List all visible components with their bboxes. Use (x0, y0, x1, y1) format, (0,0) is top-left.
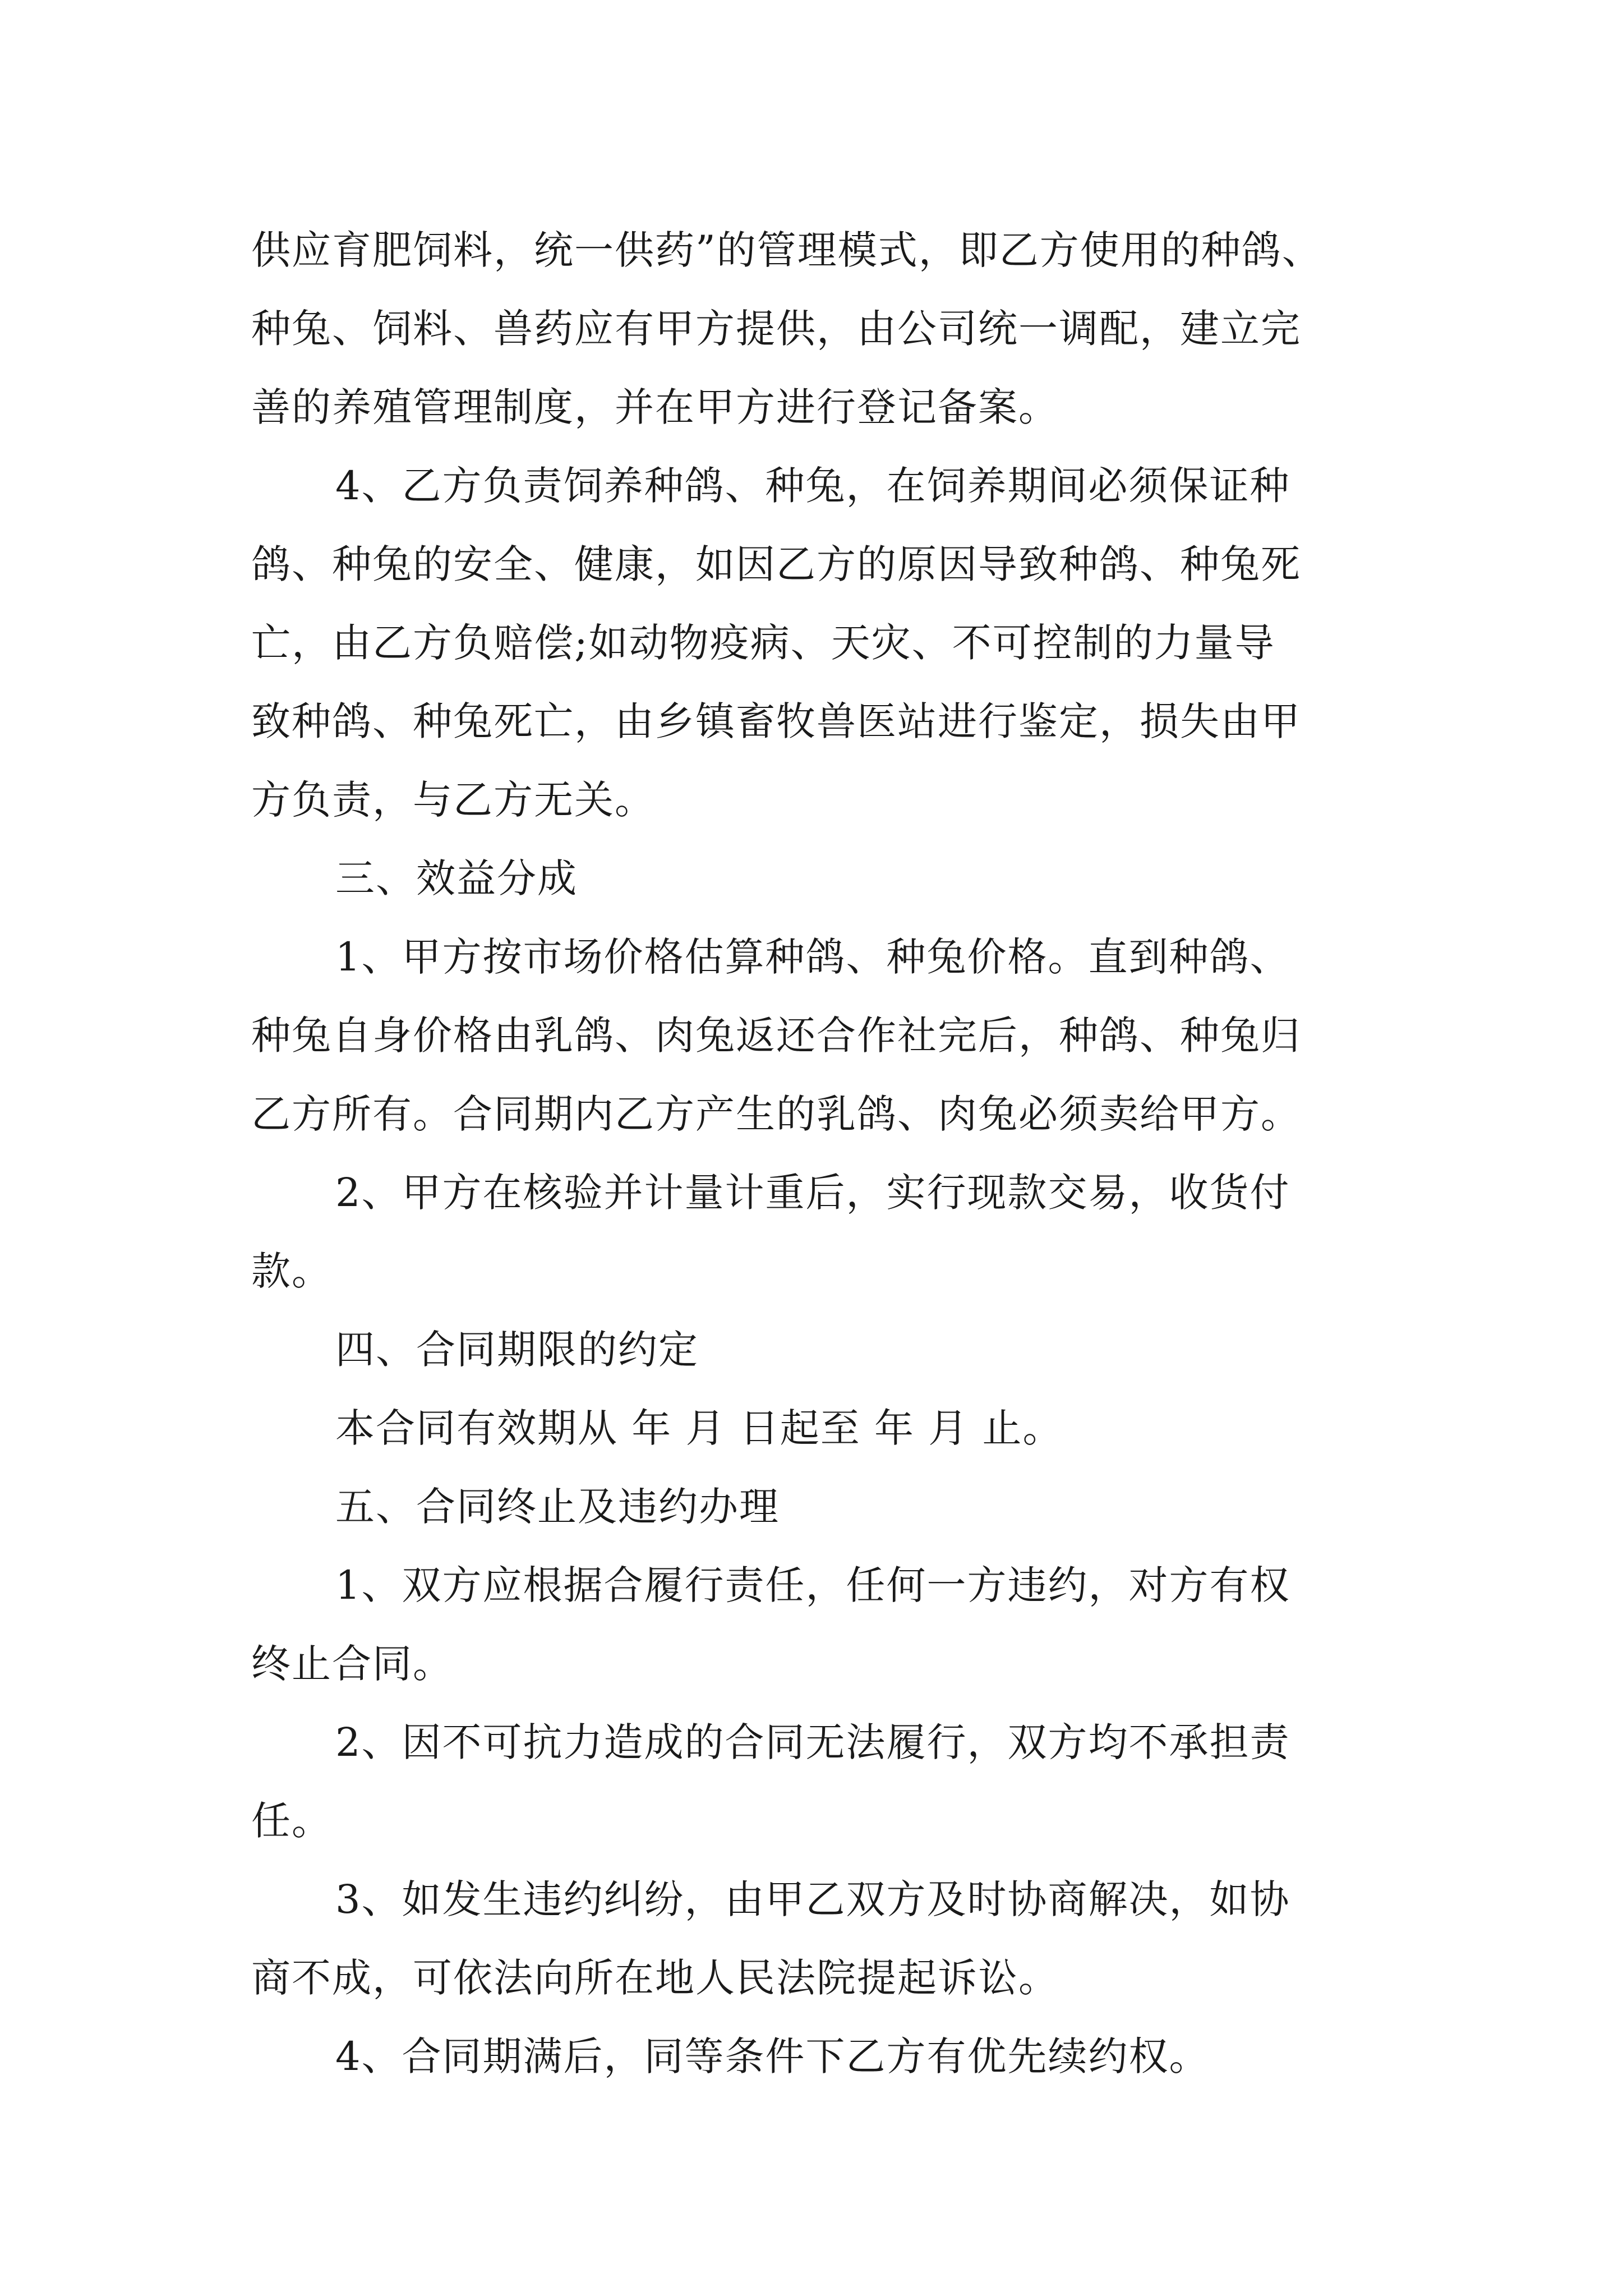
text-line: 终止合同。 (251, 1641, 453, 1687)
clause-3-1-line: 1、甲方按市场价格估算种鸽、种兔价格。直到种鸽、 (335, 934, 1290, 980)
clause-5-3-line: 3、如发生违约纠纷，由甲乙双方及时协商解决，如协 (335, 1876, 1290, 1922)
text-line: 种兔、饲料、兽药应有甲方提供，由公司统一调配，建立完 (251, 306, 1301, 352)
text-line: 供应育肥饲料，统一供药”的管理模式，即乙方使用的种鸽、 (251, 227, 1322, 273)
clause-3-2-line: 2、甲方在核验并计量计重后，实行现款交易，收货付 (335, 1170, 1290, 1216)
text-line: 善的养殖管理制度，并在甲方进行登记备案。 (251, 384, 1059, 430)
text-line: 致种鸽、种兔死亡，由乡镇畜牧兽医站进行鉴定，损失由甲 (251, 698, 1301, 744)
text-line: 商不成，可依法向所在地人民法院提起诉讼。 (251, 1955, 1059, 2001)
text-line: 乙方所有。合同期内乙方产生的乳鸽、肉兔必须卖给甲方。 (251, 1091, 1301, 1137)
clause-5-1-line: 1、双方应根据合履行责任，任何一方违约，对方有权 (335, 1562, 1290, 1608)
clause-5-4-line: 4、合同期满后，同等条件下乙方有优先续约权。 (335, 2033, 1210, 2079)
clause-2-4-line: 4、乙方负责饲养种鸽、种兔，在饲养期间必须保证种 (335, 463, 1290, 509)
text-line: 鸽、种兔的安全、健康，如因乙方的原因导致种鸽、种兔死 (251, 541, 1301, 587)
text-line: 方负责，与乙方无关。 (251, 777, 655, 823)
text-line: 种兔自身价格由乳鸽、肉兔返还合作社完后，种鸽、种兔归 (251, 1013, 1301, 1059)
term-sentence: 本合同有效期从 年 月 日起至 年 月 止。 (335, 1405, 1063, 1451)
document-body (251, 211, 1395, 2096)
text-line: 亡，由乙方负赔偿;如动物疫病、天灾、不可控制的力量导 (251, 620, 1275, 666)
text-line: 任。 (251, 1798, 332, 1844)
section-heading-term: 四、合同期限的约定 (335, 1327, 699, 1373)
clause-5-2-line: 2、因不可抗力造成的合同无法履行，双方均不承担责 (335, 1719, 1290, 1765)
text-line: 款。 (251, 1248, 332, 1294)
section-heading-benefit: 三、效益分成 (335, 855, 578, 901)
section-heading-termination: 五、合同终止及违约办理 (335, 1484, 780, 1530)
